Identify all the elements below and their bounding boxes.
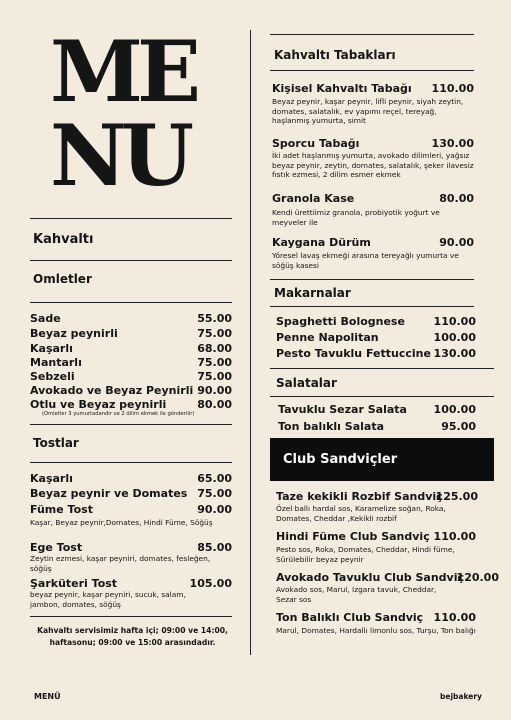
club-heading-bar [270,438,494,481]
item-price: 130.00 [431,137,474,150]
item-name: Beyaz peynirli [30,327,118,340]
item-price: 100.00 [433,331,476,344]
item-price: 100.00 [433,403,476,416]
item-name: Ege Tost [30,541,83,554]
item-price: 75.00 [197,487,232,500]
menu-item [30,327,232,340]
divider [270,279,474,280]
item-name: Sebzeli [30,370,75,383]
item-description: Beyaz peynir, kaşar peynir, lifli peynir, siyah zeytin, domates, salatalık, ev yapımı reçel, tereyağ, haşlanmış yumurta, simit [272,97,464,126]
item-name: Ton Balıklı Club Sandviç [276,611,424,624]
item-name: Kaygana Dürüm [272,236,371,249]
item-price: 80.00 [197,398,232,411]
footer-menu-label: MENÜ [34,692,61,701]
item-description: Yöresel lavaş ekmeği arasına tereyağlı yumurta ve söğüş kasesi [272,251,459,270]
item-name: Hindi Füme Club Sandviç [276,530,430,543]
menu-item [272,82,474,95]
menu-item [276,611,476,624]
divider [30,616,232,617]
menu-item [30,356,232,369]
menu-item [278,420,476,433]
menu-item [272,192,474,205]
menu-item [276,347,476,360]
item-description: Kaşar, Beyaz peynir,Domates, Hindi Füme, Söğüş [30,518,213,527]
item-name: Spaghetti Bolognese [276,315,405,328]
item-price: 125.00 [435,490,478,503]
item-name: Mantarlı [30,356,82,369]
item-price: 130.00 [433,347,476,360]
item-name: Ton balıklı Salata [278,420,385,433]
section-heading-tostlar: Tostlar [33,436,79,450]
item-name: Taze kekikli Rozbif Sandviç [276,490,443,503]
menu-item [276,490,478,503]
item-name: Beyaz peynir ve Domates [30,487,188,500]
item-price: 110.00 [433,611,476,624]
footer-brand: bejbakery [440,692,482,701]
item-name: Avokado ve Beyaz Peynirli [30,384,194,397]
item-price: 75.00 [197,327,232,340]
item-price: 55.00 [197,312,232,325]
divider [30,260,232,261]
menu-item [30,503,232,516]
item-description: Marul, Domates, Hardallı limonlu sos, Turşu, Ton balığı [276,626,476,635]
item-description: beyaz peynir, kaşar peyniri, sucuk, salam, jambon, domates, söğüş [30,590,186,609]
item-description: Kendi ürettiimiz granola, probiyotik yoğurt ve meyveler ile [272,208,440,227]
divider [30,302,232,303]
item-price: 110.00 [433,530,476,543]
item-price: 110.00 [433,315,476,328]
divider [270,34,474,35]
item-price: 110.00 [431,82,474,95]
menu-item [30,342,232,355]
divider [270,306,474,307]
item-price: 90.00 [197,384,232,397]
omletler-note: (Omletler 3 yumurtadandır ve 2 dilim ekmek ile gönderilir) [42,411,195,417]
divider [270,70,474,71]
item-price: 90.00 [197,503,232,516]
item-price: 80.00 [439,192,474,205]
menu-item [30,541,232,554]
item-name: Kaşarlı [30,342,73,355]
item-name: Kişisel Kahvaltı Tabağı [272,82,412,95]
section-heading-kahvalti-tabaklari: Kahvaltı Tabakları [274,48,396,62]
menu-item [276,331,476,344]
divider [30,462,232,463]
item-price: 95.00 [441,420,476,433]
item-description: Avokado sos, Marul, Izgara tavuk, Cheddar, Sezar sos [276,585,437,604]
item-description: Pesto sos, Roka, Domates, Cheddar, Hindi füme, Sürülebilir beyaz peynir [276,545,455,564]
item-description: Özel ballı hardal sos, Karamelize soğan, Roka, Domates, Cheddar ,Kekikli rozbif [276,504,446,523]
section-heading-salatalar: Salatalar [276,376,337,390]
item-name: Penne Napolitan [276,331,379,344]
item-price: 105.00 [189,577,232,590]
service-hours-note: Kahvaltı servisimiz hafta içi; 09:00 ve 14:00, haftasonu; 09:00 ve 15:00 arasındadır. [37,626,228,647]
item-name: Tavuklu Sezar Salata [278,403,407,416]
column-divider [250,30,251,655]
menu-item [272,236,474,249]
menu-item [30,370,232,383]
menu-item [30,577,232,590]
menu-item [30,487,232,500]
menu-item [30,312,232,325]
menu-item [30,472,232,485]
item-name: Granola Kase [272,192,355,205]
item-description: İki adet haşlanmış yumurta, avokado dilimleri, yağsız beyaz peynir, zeytin, domates, salatalık, şeker ilavesiz fıstık ezmesi, 2 dilim esmer ekmek [272,151,474,180]
item-price: 85.00 [197,541,232,554]
item-name: Füme Tost [30,503,93,516]
item-name: Avokado Tavuklu Club Sandviç [276,571,464,584]
section-heading-club: Club Sandviçler [283,452,398,467]
divider [30,218,232,219]
menu-item [276,315,476,328]
menu-title [50,22,240,205]
item-description: Zeytin ezmesi, kaşar peyniri, domates, fesleğen, söğüş [30,554,211,573]
divider [270,368,494,369]
item-price: 120.00 [456,571,499,584]
menu-item [272,137,474,150]
item-name: Sade [30,312,61,325]
item-name: Şarküteri Tost [30,577,118,590]
item-name: Otlu ve Beyaz peynirli [30,398,167,411]
menu-title-line2: NU [50,106,189,205]
item-name: Pesto Tavuklu Fettuccine [276,347,431,360]
item-name: Sporcu Tabağı [272,137,360,150]
menu-item [276,571,499,584]
section-heading-kahvalti: Kahvaltı [33,232,94,247]
section-heading-makarnalar: Makarnalar [274,286,351,300]
item-price: 90.00 [439,236,474,249]
divider [30,424,232,425]
section-heading-omletler: Omletler [33,272,92,286]
menu-item [30,384,232,397]
item-price: 65.00 [197,472,232,485]
divider [270,396,494,397]
item-name: Kaşarlı [30,472,73,485]
menu-item [278,403,476,416]
item-price: 75.00 [197,356,232,369]
item-price: 68.00 [197,342,232,355]
menu-item [276,530,476,543]
menu-item [30,398,232,411]
item-price: 75.00 [197,370,232,383]
menu-title-line1: ME [50,22,196,121]
